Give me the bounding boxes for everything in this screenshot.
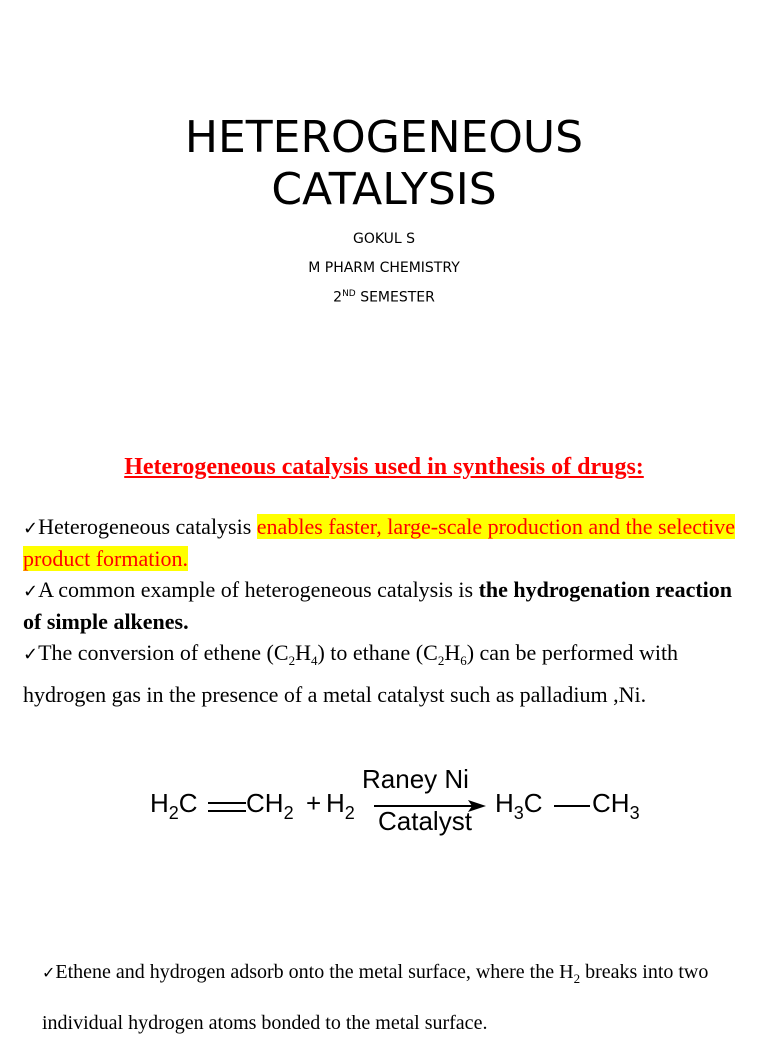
atom-h: H — [150, 788, 169, 818]
product-ch3 — [495, 788, 543, 824]
semester-number: 2 — [333, 289, 343, 306]
subscript: 3 — [629, 803, 640, 823]
arrow-top-label: Raney Ni — [362, 764, 469, 794]
check-icon: ✓ — [42, 963, 56, 982]
check-icon: ✓ — [23, 518, 39, 539]
bullet-2-text: A common example of heterogeneous catalysis is — [38, 577, 479, 602]
bullet-point-1 — [23, 512, 743, 574]
subscript: 2 — [573, 971, 581, 986]
degree-label: M PHARM CHEMISTRY — [308, 260, 460, 276]
bullet-3-text-2: H — [295, 640, 311, 665]
bullet-point-4 — [42, 950, 742, 1045]
bullet-point-3 — [23, 636, 743, 712]
semester-word: SEMESTER — [360, 289, 435, 306]
title-line-1: HETEROGENEOUS — [184, 112, 584, 163]
page-title — [0, 112, 768, 216]
bullet-4-text-2: breaks into two individual hydrogen atoms bonded to the metal surface. — [42, 961, 709, 1034]
atom-h: H — [326, 788, 345, 818]
check-icon: ✓ — [23, 644, 39, 665]
atom-c: C — [523, 788, 543, 818]
plus-sign: + — [306, 788, 322, 818]
bullet-2-bold: the hydrogenation reaction of simple alkenes. — [23, 577, 733, 634]
subscript: 2 — [344, 803, 355, 823]
title-line-2: CATALYSIS — [271, 164, 497, 215]
arrow-bottom-label: Catalyst — [378, 806, 472, 836]
reactant-hydrogen — [326, 788, 355, 824]
atom-h: H — [495, 788, 514, 818]
author-name: GOKUL S — [352, 231, 416, 247]
reaction-equation — [140, 760, 680, 850]
subscript: 2 — [283, 803, 294, 823]
bullet-1-highlight: enables faster, large-scale production and the selective product formation. — [23, 514, 736, 571]
double-bond — [208, 800, 246, 816]
product-ch3-right — [592, 788, 640, 824]
check-icon: ✓ — [23, 581, 39, 602]
subscript: 2 — [288, 653, 296, 668]
bullet-3-text-1: The conversion of ethene (C — [38, 640, 289, 665]
group-ch: CH — [592, 788, 630, 818]
subscript: 3 — [513, 803, 524, 823]
section-heading: Heterogeneous catalysis used in synthesis of drugs: — [124, 454, 644, 480]
bullet-point-2 — [23, 575, 743, 637]
subscript: 2 — [168, 803, 179, 823]
group-ch: CH — [246, 788, 284, 818]
bullet-3-text-5: ) can be performed with hydrogen gas in the presence of a metal catalyst such as palladium ,Ni. — [23, 640, 679, 707]
semester-suffix: ND — [342, 289, 356, 299]
subscript: 6 — [460, 653, 467, 668]
reactant-ch2 — [246, 788, 294, 824]
reactant-ethene — [150, 788, 198, 824]
subscript: 2 — [437, 653, 445, 668]
bullet-4-text-1: Ethene and hydrogen adsorb onto the metal surface, where the H — [55, 961, 574, 983]
subscript: 4 — [310, 653, 318, 668]
atom-c: C — [178, 788, 198, 818]
semester-label — [0, 289, 768, 306]
single-bond — [554, 803, 590, 809]
bullet-3-text-4: H — [444, 640, 461, 665]
bullet-3-text-3: ) to ethane (C — [317, 640, 438, 665]
bullet-1-text: Heterogeneous catalysis — [38, 514, 257, 539]
